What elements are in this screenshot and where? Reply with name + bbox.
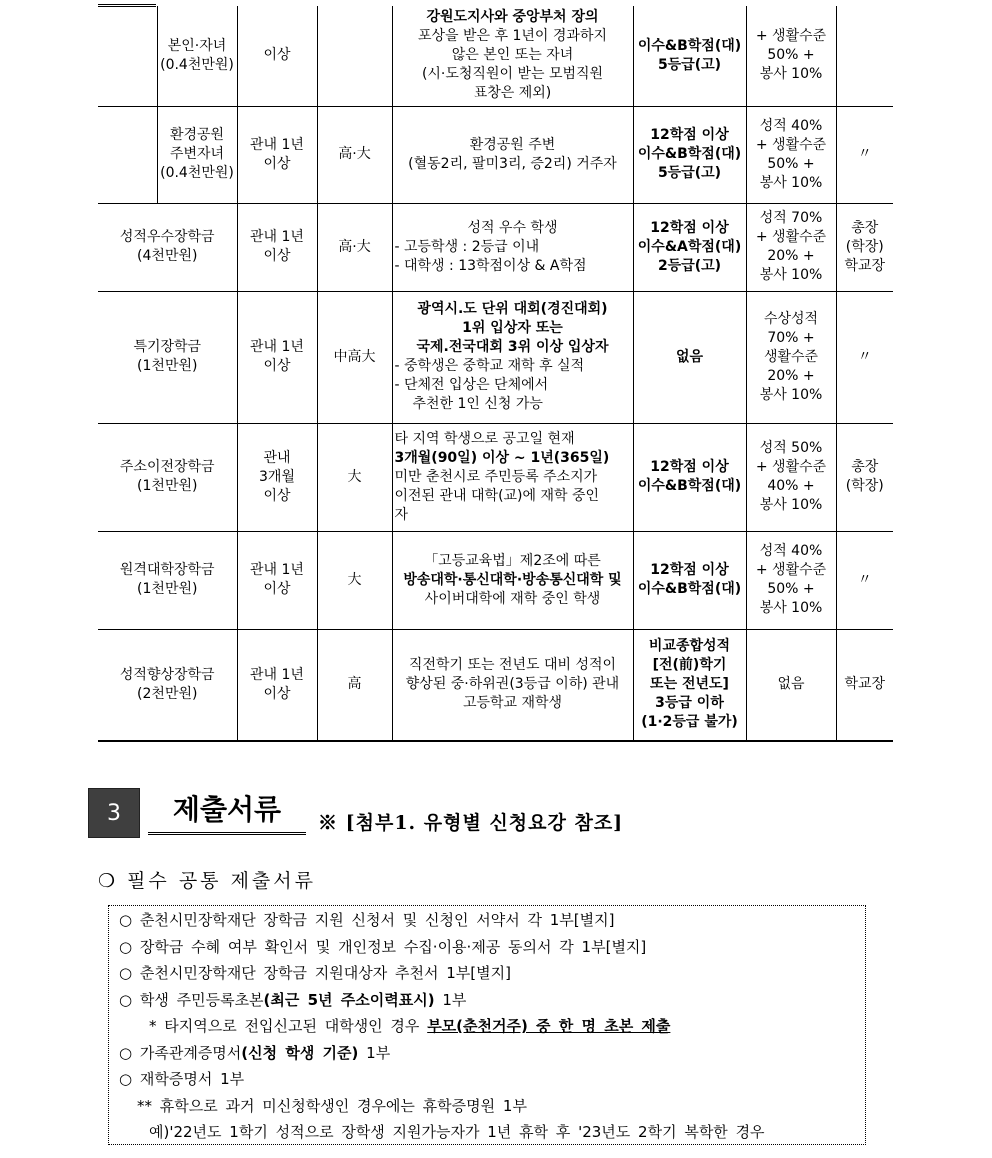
- doc-item: ○ 춘천시민장학재단 장학금 지원 신청서 및 신청인 서약서 각 1부[별지]: [119, 911, 615, 929]
- table-row: [98, 6, 893, 106]
- scholarship-table: [98, 6, 893, 742]
- section-reference-note: ※ [첨부1. 유형별 신청요강 참조]: [318, 812, 624, 834]
- qualification-cell: 「고등교육법」제2조에 따른 방송대학·통신대학·방송통신대학 및 사이버대학에 재학 중인 학생: [392, 531, 633, 629]
- recommender-cell: 학교장: [836, 629, 893, 741]
- table-row: [98, 291, 893, 423]
- table-row: [98, 106, 893, 203]
- grade-criteria-cell: 이수&B학점(대) 5등급(고): [633, 6, 746, 106]
- residence-cell: 관내 1년 이상: [237, 106, 317, 203]
- school-level-cell: 高: [317, 629, 392, 741]
- school-level-cell: 中高大: [317, 291, 392, 423]
- residence-cell: 관내 1년 이상: [237, 629, 317, 741]
- grade-criteria-cell: 12학점 이상 이수&A학점(대) 2등급(고): [633, 203, 746, 291]
- school-level-cell: 大: [317, 531, 392, 629]
- doc-item: ○ 학생 주민등록초본(최근 5년 주소이력표시) 1부: [119, 990, 467, 1009]
- school-level-cell: 大: [317, 423, 392, 531]
- table-row: [98, 629, 893, 741]
- selection-weight-cell: 성적 40% + 생활수준 50% + 봉사 10%: [746, 106, 836, 203]
- section-number-badge: 3: [88, 788, 140, 838]
- recommender-cell: 〃: [836, 106, 893, 203]
- residence-cell: 관내 3개월 이상: [237, 423, 317, 531]
- qualification-cell: 광역시.도 단위 대회(경진대회) 1위 입상자 또는 국제.전국대회 3위 이상 입상자 - 중학생은 중학교 재학 후 실적 - 단체전 입상은 단체에서 추천한 1인 신청 가능: [392, 291, 633, 423]
- school-level-cell: [317, 6, 392, 106]
- grade-criteria-cell: 없음: [633, 291, 746, 423]
- grade-criteria-cell: 12학점 이상 이수&B학점(대) 5등급(고): [633, 106, 746, 203]
- recommender-cell: 총장 (학장): [836, 423, 893, 531]
- category-spacer-cell: [98, 6, 157, 106]
- selection-weight-cell: 성적 50% + 생활수준 40% + 봉사 10%: [746, 423, 836, 531]
- required-docs-box: [108, 905, 866, 1145]
- doc-footnote: ** 휴학으로 과거 미신청학생인 경우에는 휴학증명원 1부: [137, 1096, 527, 1115]
- scholarship-name-cell: 성적향상장학금 (2천만원): [98, 629, 237, 741]
- table-row: [98, 203, 893, 291]
- qualification-cell: 강원도지사와 중앙부처 장의 포상을 받은 후 1년이 경과하지 않은 본인 또는 자녀 (시·도청직원이 받는 모범직원 표창은 제외): [392, 6, 633, 106]
- table-row: [98, 423, 893, 531]
- scholarship-name-cell: 주소이전장학금 (1천만원): [98, 423, 237, 531]
- qualification-cell: 성적 우수 학생 - 고등학생 : 2등급 이내 - 대학생 : 13학점이상 & A학점: [392, 203, 633, 291]
- grade-criteria-cell: 12학점 이상 이수&B학점(대): [633, 531, 746, 629]
- scholarship-name-cell: 특기장학금 (1천만원): [98, 291, 237, 423]
- selection-weight-cell: 수상성적 70% + 생활수준 20% + 봉사 10%: [746, 291, 836, 423]
- qualification-cell: 타 지역 학생으로 공고일 현재 3개월(90일) 이상 ~ 1년(365일) 미만 춘천시로 주민등록 주소지가 이전된 관내 대학(교)에 재학 중인 자: [392, 423, 633, 531]
- recommender-cell: 〃: [836, 291, 893, 423]
- table-row: [98, 531, 893, 629]
- selection-weight-cell: 성적 40% + 생활수준 50% + 봉사 10%: [746, 531, 836, 629]
- recommender-cell: [836, 6, 893, 106]
- selection-weight-cell: 성적 70% + 생활수준 20% + 봉사 10%: [746, 203, 836, 291]
- doc-example: 예)'22년도 1학기 성적으로 장학생 지원가능자가 1년 휴학 후 '23년도 2학기 복학한 경우: [149, 1123, 765, 1141]
- grade-criteria-cell: 12학점 이상 이수&B학점(대): [633, 423, 746, 531]
- scholarship-name-cell: 성적우수장학금 (4천만원): [98, 203, 237, 291]
- doc-item: ○ 춘천시민장학재단 장학금 지원대상자 추천서 1부[별지]: [119, 964, 511, 982]
- scholarship-name-cell: 원격대학장학금 (1천만원): [98, 531, 237, 629]
- school-level-cell: 高·大: [317, 106, 392, 203]
- doc-item: ○ 장학금 수혜 여부 확인서 및 개인정보 수집·이용·제공 동의서 각 1부[별지]: [119, 937, 647, 956]
- residence-cell: 관내 1년 이상: [237, 291, 317, 423]
- recommender-cell: 총장 (학장) 학교장: [836, 203, 893, 291]
- doc-item: ○ 재학증명서 1부: [119, 1070, 245, 1088]
- required-docs-heading: ❍ 필수 공통 제출서류: [98, 870, 316, 892]
- selection-weight-cell: + 생활수준 50% + 봉사 10%: [746, 6, 836, 106]
- qualification-cell: 환경공원 주변 (혈동2리, 팔미3리, 증2리) 거주자: [392, 106, 633, 203]
- residence-cell: 관내 1년 이상: [237, 531, 317, 629]
- qualification-cell: 직전학기 또는 전년도 대비 성적이 향상된 중·하위권(3등급 이하) 관내 고등학교 재학생: [392, 629, 633, 741]
- recommender-cell: 〃: [836, 531, 893, 629]
- category-spacer-cell: [98, 106, 157, 203]
- scholarship-name-cell: 환경공원 주변자녀 (0.4천만원): [157, 106, 237, 203]
- selection-weight-cell: 없음: [746, 629, 836, 741]
- section-title: 제출서류: [148, 788, 306, 835]
- residence-cell: 이상: [237, 6, 317, 106]
- residence-cell: 관내 1년 이상: [237, 203, 317, 291]
- grade-criteria-cell: 비교종합성적 [전(前)학기 또는 전년도] 3등급 이하 (1·2등급 불가): [633, 629, 746, 741]
- scholarship-name-cell: 본인·자녀 (0.4천만원): [157, 6, 237, 106]
- doc-footnote: * 타지역으로 전입신고된 대학생인 경우 부모(춘천거주) 중 한 명 초본 제출: [149, 1017, 671, 1035]
- doc-item: ○ 가족관계증명서(신청 학생 기준) 1부: [119, 1043, 391, 1062]
- school-level-cell: 高·大: [317, 203, 392, 291]
